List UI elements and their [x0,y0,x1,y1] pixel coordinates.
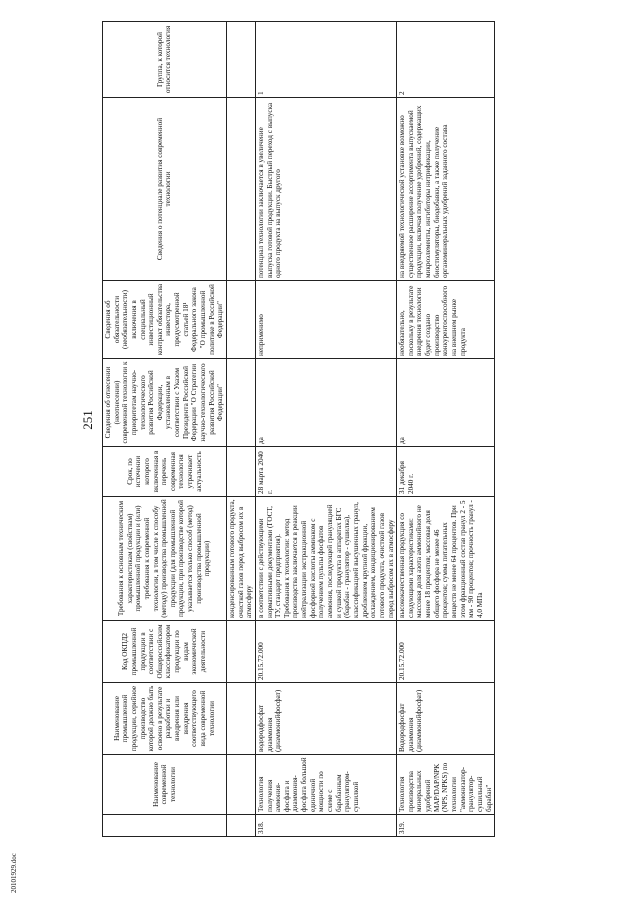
header-okpd2: Код ОКПД2 промышленной продукции в соответствии с Общероссийским классификатором продукции по видам экономической деятельности [103,621,227,683]
row-tech-name: Технология получения аммония-фосфата и диаммония-фосфата большой единичной мощности по схеме с барабанным грануляторм-сушилкой [255,755,396,815]
row-prospects: на внедряемой технологической установке возможно существенное расширение ассортимента выпускаемой продукции, включая получение удобрений, содержащих микроэлементы, ингибиторы нитрификации, биостимуляторы, биодобавки, а также получение органоминеральных удобрений заданного состава [397,98,495,281]
header-row [103,22,227,837]
row-okpd2: 20.15.72.000 [397,621,495,683]
row-priority: да [397,359,495,447]
row-term: 28 марта 2040 г. [255,447,396,497]
row-number: 318. [255,815,396,837]
header-product-name: Наименование промышленной продукции, серийное производство которой должно быть освоено в результате разработки и внедрения или внедрения соответствующего вида современной технологии [103,683,227,755]
header-num [103,815,227,837]
header-obligation: Сведения об обязательности (необязательности) включения в специальный инвестиционный контракт обязательства инвестора, предусмотренной статьей 18¹ Федерального закона "О промышленной политике в Российской Федерации" [103,281,227,359]
row-tech-name: Технология производства минеральных удобрений MAP/DAP/NPK (NPS, NPKS) по технологии "аммонизатор-гранулятор-сушильный барабан" [397,755,495,815]
table-row [397,22,495,837]
row-product-name: Водородфосфат диаммония (диаммонийфосфат) [397,683,495,755]
row-term: 31 декабря 2040 г. [397,447,495,497]
continuation-row [226,22,255,837]
row-priority: да [255,359,396,447]
row-group: 1 [255,22,396,98]
row-product-name: водородфосфат диаммония (диаммонийфосфат) [255,683,396,755]
header-tech-name: Наименование современной технологии [103,755,227,815]
footer-file-code: 20101929.doc [10,853,18,893]
technology-table [102,21,495,837]
row-obligation: неприменимо [255,281,396,359]
row-number: 319. [397,815,495,837]
row-prospects: потенциал технологии заключается в увеличение выпуска готовой продукции. Быстрый переход с выпуска одного продукта на выпуск другого [255,98,396,281]
continuation-text: конденсированным готового продукта, очисткой газов перед выбросом их в атмосферу [226,497,255,621]
header-prospects: Сведения о потенциале развития современной технологии [103,98,227,281]
row-group: 2 [397,22,495,98]
header-priority: Сведения об отнесении (неотнесении) современной технологии к приоритетам научно-технологического развития Российской Федерации, установленным в соответствии с Указом Президента Российской Федерации "О Стратегии научно-технологического развития Российской Федерации" [103,359,227,447]
row-requirements: в соответствии с действующими нормативными документами (ГОСТ, ТУ, стандарт предприятия). Требования к технологии: метод производства заключается в реакции нейтрализации экстракционной фосфорной кислоты аммиаком с получением пульпы фосфатов аммония, последующей грануляцией и сушкой продукта в аппаратах БГС (барабан - гранулятор - сушилка), классификацией высушенных гранул, дроблением крупной фракции, охлаждением, кондиционированием готового продукта, очисткой газов перед выбросом их в атмосферу [255,497,396,621]
row-okpd2: 20.15.72.000 [255,621,396,683]
page-number: 251 [80,410,95,430]
table-row [255,22,396,837]
header-group: Группа, к которой относится технология [103,22,227,98]
header-term: Срок, по истечении которого включенная в перечень современная технология утрачивает актуальность [103,447,227,497]
row-obligation: необязательно, поскольку в результате внедрения технологии будет создано производство конкурентоспособного на внешнем рынке продукта [397,281,495,359]
header-requirements: Требования к основным техническим характеристикам (свойствам) промышленной продукции и (или) требования к современной технологии, в том числе к способу (методу) производства промышленной продукции (для промышленной продукции, при производстве которой указывается только способ (метод) производства промышленной продукции) [103,497,227,621]
rotated-content [80,22,640,837]
row-requirements: высококачественная продукция со следующими характеристиками: массовая доля азота аммонийного не менее 18 процентов; массовая доля общего фосфора не менее 46 процентов; сумма питательных веществ не менее 64 процентов. При этом фракционный состав гранул 2 - 5 мм - 90 процентов; прочность гранул - 4,0 МПа [397,497,495,621]
